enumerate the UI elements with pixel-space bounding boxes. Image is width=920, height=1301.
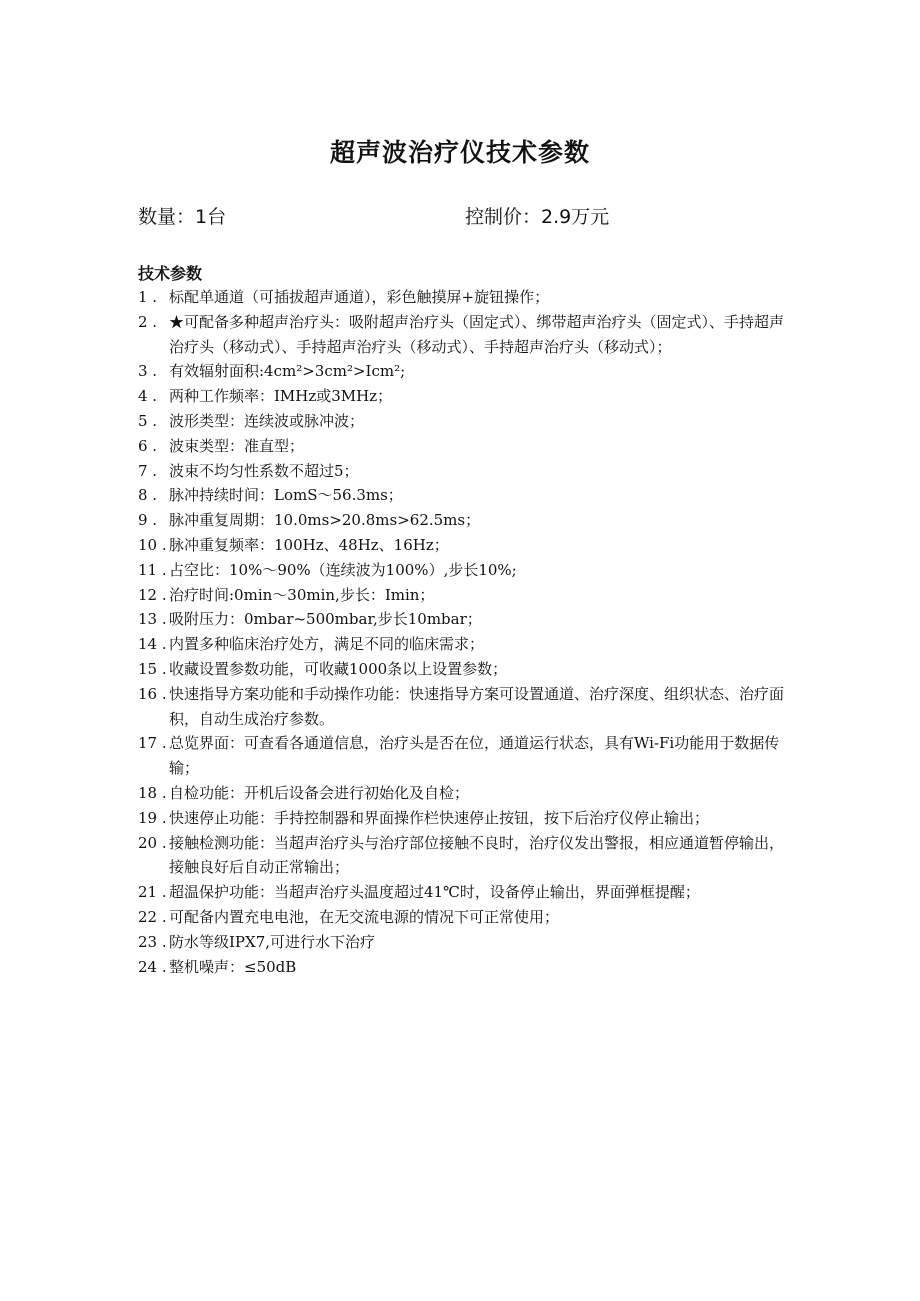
list-item-text: 占空比：10%～90%（连续波为100%）,步长10%;	[169, 560, 517, 579]
list-item	[138, 533, 798, 558]
list-item-text: 快速停止功能：手持控制器和界面操作栏快速停止按钮，按下后治疗仪停止输出；	[169, 808, 710, 827]
list-item-number: 19 .	[138, 808, 167, 827]
list-item-number: 16 .	[138, 684, 167, 703]
list-item-text: 吸附压力：0mbar~500mbar,步长10mbar；	[169, 610, 482, 629]
list-item-number: 8 .	[138, 486, 158, 505]
list-item-text: 超温保护功能：当超声治疗头温度超过41℃时，设备停止输出，界面弹框提醒；	[169, 883, 700, 902]
list-item	[138, 682, 798, 732]
price-text: 控制价：2.9万元	[465, 206, 610, 228]
list-item-text: 脉冲重复周期：10.0ms>20.8ms>62.5ms；	[169, 511, 481, 530]
list-item-number: 11 .	[138, 560, 167, 579]
document-title: 超声波治疗仪技术参数	[329, 138, 590, 167]
list-item-text: 快速指导方案功能和手动操作功能：快速指导方案可设置通道、治疗深度、组织状态、治疗面积，自动生成治疗参数。	[169, 684, 785, 728]
list-item-text: 可配备内置充电电池，在无交流电源的情况下可正常使用；	[169, 907, 560, 926]
list-item-number: 20 .	[138, 833, 167, 852]
list-item	[138, 955, 798, 980]
list-item-number: 17 .	[138, 734, 167, 753]
list-item-text: 脉冲持续时间：LomS～56.3ms；	[169, 486, 403, 505]
list-item-text: ★可配备多种超声治疗头：吸附超声治疗头（固定式）、绑带超声治疗头（固定式）、手持超声治疗头（移动式）、手持超声治疗头（移动式）、手持超声治疗头（移动式）；	[169, 312, 785, 356]
list-item-text: 波形类型：连续波或脉冲波；	[169, 411, 365, 430]
list-item	[138, 285, 798, 310]
list-item	[138, 434, 798, 459]
list-item-number: 15 .	[138, 659, 167, 678]
list-item-text: 收藏设置参数功能，可收藏1000条以上设置参数；	[169, 659, 508, 678]
list-item	[138, 583, 798, 608]
list-item	[138, 632, 798, 657]
list-item-number: 13 .	[138, 610, 167, 629]
list-item	[138, 731, 798, 781]
list-item	[138, 831, 798, 881]
list-item-number: 5 .	[138, 411, 158, 430]
list-item	[138, 806, 798, 831]
list-item-number: 1 .	[138, 288, 158, 306]
list-item	[138, 930, 798, 955]
list-item-number: 12 .	[138, 585, 167, 604]
list-item-number: 22 .	[138, 907, 167, 926]
list-item-number: 3 .	[138, 362, 158, 381]
list-item-number: 2 .	[138, 312, 158, 331]
list-item-text: 标配单通道（可插拔超声通道），彩色触摸屏+旋钮操作；	[169, 288, 550, 306]
list-item	[138, 310, 798, 360]
list-item	[138, 483, 798, 508]
list-item-number: 7 .	[138, 461, 158, 480]
list-item	[138, 657, 798, 682]
list-item-text: 防水等级IPX7,可进行水下治疗	[169, 932, 376, 951]
list-item-text: 总览界面：可查看各通道信息，治疗头是否在位，通道运行状态，具有Wi-Fi功能用于数据传输；	[169, 734, 780, 778]
list-item-text: 接触检测功能：当超声治疗头与治疗部位接触不良时，治疗仪发出警报，相应通道暂停输出，接触良好后自动正常输出；	[169, 833, 785, 877]
quantity-text: 数量：1台	[138, 206, 227, 228]
list-item-number: 21 .	[138, 883, 167, 902]
list-item-number: 10 .	[138, 535, 167, 554]
list-item-number: 9 .	[138, 511, 158, 530]
list-item-text: 两种工作频率：IMHz或3MHz；	[169, 387, 393, 406]
list-item	[138, 558, 798, 583]
spec-list	[138, 285, 798, 979]
list-item-number: 6 .	[138, 436, 158, 455]
list-item	[138, 880, 798, 905]
list-item-text: 有效辐射面积:4cm²>3cm²>Icm²;	[169, 362, 406, 381]
list-item-number: 14 .	[138, 635, 167, 654]
list-item	[138, 607, 798, 632]
list-item	[138, 409, 798, 434]
list-item-text: 自检功能：开机后设备会进行初始化及自检；	[169, 783, 470, 802]
list-item-number: 4 .	[138, 387, 158, 406]
list-item-text: 治疗时间:0min～30min,步长：Imin；	[169, 585, 435, 604]
list-item-number: 18 .	[138, 783, 167, 802]
list-item	[138, 905, 798, 930]
list-item-number: 23 .	[138, 932, 167, 951]
list-item-text: 脉冲重复频率：100Hz、48Hz、16Hz；	[169, 535, 449, 554]
list-item	[138, 459, 798, 484]
quantity-price-row	[138, 202, 738, 232]
list-item	[138, 781, 798, 806]
list-item-number: 24 .	[138, 957, 167, 976]
list-item	[138, 359, 798, 384]
list-item-text: 波束类型：准直型；	[169, 436, 305, 455]
list-item-text: 波束不均匀性系数不超过5；	[169, 461, 359, 480]
list-item	[138, 508, 798, 533]
list-item-text: 内置多种临床治疗处方，满足不同的临床需求；	[169, 635, 485, 654]
list-item	[138, 384, 798, 409]
list-item-text: 整机噪声：≤50dB	[169, 957, 297, 976]
section-heading: 技术参数	[138, 264, 203, 283]
